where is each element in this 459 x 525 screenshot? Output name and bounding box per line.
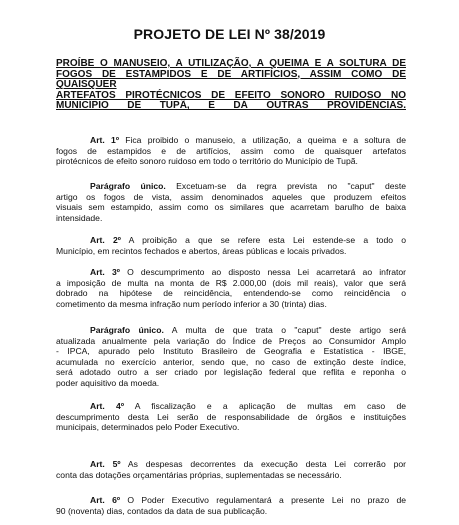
article-text: As despesas decorrentes da execução desta Lei correrão por	[127, 459, 406, 469]
article-text: atualizada anualmente pela variação do Índice de Preços ao Consumidor Amplo	[56, 335, 406, 346]
article-text: poder aquisitivo da moeda.	[56, 377, 160, 388]
article-text: dobrado na hipótese de reincidência, entendendo-se como reincidência o	[56, 288, 406, 298]
article-line	[56, 459, 406, 470]
article-line	[56, 412, 406, 423]
article-line	[56, 235, 406, 246]
article-text: A fiscalização e a aplicação de multas em caso de	[134, 401, 407, 411]
article-line	[56, 401, 406, 412]
article-text: - IPCA, apurado pelo Instituto Brasileiro de Geografia e Estatística - IBGE,	[56, 346, 406, 356]
article-paragraph	[56, 135, 406, 167]
article-text: artigo os fogos de vista, assim denominados aqueles que produzem efeitos	[56, 191, 406, 202]
ementa-line: ARTEFATOS PIROTÉCNICOS DE EFEITO SONORO RUIDOSO NO	[56, 89, 406, 101]
article-line	[56, 378, 406, 389]
article-text: conta das dotações orçamentárias próprias, suplementadas se necessário.	[56, 469, 342, 480]
article-line	[56, 267, 406, 278]
article-text: intensidade.	[56, 212, 103, 223]
article-paragraph	[56, 181, 406, 223]
article-text: O Poder Executivo regulamentará a presente Lei no prazo de	[127, 495, 407, 505]
article-line	[56, 325, 406, 336]
article-text: descumprimento desta Lei serão de responsabilidade de órgãos e instituições	[56, 411, 406, 422]
article-text: Excetuam-se da regra prevista no "caput" deste	[176, 181, 406, 191]
article-text: Fica proibido o manuseio, a utilização, a queima e a soltura de	[125, 135, 406, 145]
article-label: Art. 2º	[90, 235, 121, 245]
article-line	[56, 135, 406, 146]
document-title: PROJETO DE LEI Nº 38/2019	[133, 26, 326, 42]
article-text: A multa de que trata o "caput" deste artigo será	[171, 325, 406, 335]
article-line	[56, 192, 406, 203]
article-line	[56, 346, 406, 357]
article-text: Município, em recintos fechados e abertos, áreas públicas e locais privados.	[56, 245, 347, 256]
article-line	[56, 156, 406, 167]
article-text: municipais, determinados pelo Poder Executivo.	[56, 422, 240, 432]
article-line	[56, 202, 406, 213]
article-line	[56, 278, 406, 289]
article-line	[56, 336, 406, 347]
article-paragraph	[56, 495, 406, 516]
article-paragraph	[56, 235, 406, 256]
article-paragraph	[56, 325, 406, 388]
article-line	[56, 495, 406, 506]
article-label: Art. 3º	[90, 267, 120, 277]
article-label: Art. 4º	[90, 401, 124, 411]
article-line	[56, 357, 406, 368]
article-paragraph	[56, 459, 406, 480]
ementa	[56, 59, 406, 112]
article-text: cometimento da mesma infração num período inferior a 30 (trinta) dias.	[56, 298, 327, 309]
article-line	[56, 213, 406, 224]
article-line	[56, 470, 406, 481]
article-paragraph	[56, 401, 406, 433]
article-text: 90 (noventa) dias, contados da data de sua publicação.	[56, 505, 268, 516]
article-text: fogos de estampidos e de artifícios, assim como de quaisquer artefatos	[56, 145, 406, 156]
article-label: Parágrafo único.	[90, 325, 164, 335]
article-text: O descumprimento ao disposto nessa Lei acarretará ao infrator	[127, 267, 407, 277]
article-line	[56, 506, 406, 517]
article-text: A proibição a que se refere esta Lei estende-se a todo o	[128, 235, 406, 245]
article-line	[56, 422, 406, 433]
article-text: a imposição de multa na monta de R$ 2.000,00 (dois mil reais), valor que será	[56, 277, 406, 288]
article-line	[56, 367, 406, 378]
article-paragraph	[56, 267, 406, 309]
ementa-line: FOGOS DE ESTAMPIDOS E DE ARTIFÍCIOS, ASSIM COMO DE QUAISQUER	[56, 68, 406, 91]
article-label: Art. 1º	[90, 135, 119, 145]
article-text: será adotado outro a ser criado por legislação federal que reflita e reponha o	[56, 367, 406, 377]
article-line	[56, 299, 406, 310]
ementa-line: PROÍBE O MANUSEIO, A UTILIZAÇÃO, A QUEIMA E A SOLTURA DE	[56, 58, 406, 69]
article-label: Art. 6º	[90, 495, 121, 505]
article-text: visuais sem estampido, assim como os similares que acarretam barulho de baixa	[56, 202, 406, 212]
ementa-line: MUNICÍPIO DE TUPÃ, E DÁ OUTRAS PROVIDÊNCIAS.	[56, 100, 406, 112]
article-line	[56, 181, 406, 192]
article-line	[56, 146, 406, 157]
article-line	[56, 288, 406, 299]
article-text: pirotécnicos de efeito sonoro ruidoso em todo o território do Município de Tupã.	[56, 156, 358, 166]
article-label: Art. 5º	[90, 459, 121, 469]
article-line	[56, 246, 406, 257]
article-text: acumulada no exercício anterior, sendo que, no caso de extinção deste índice,	[56, 356, 406, 367]
article-label: Parágrafo único.	[90, 181, 166, 191]
